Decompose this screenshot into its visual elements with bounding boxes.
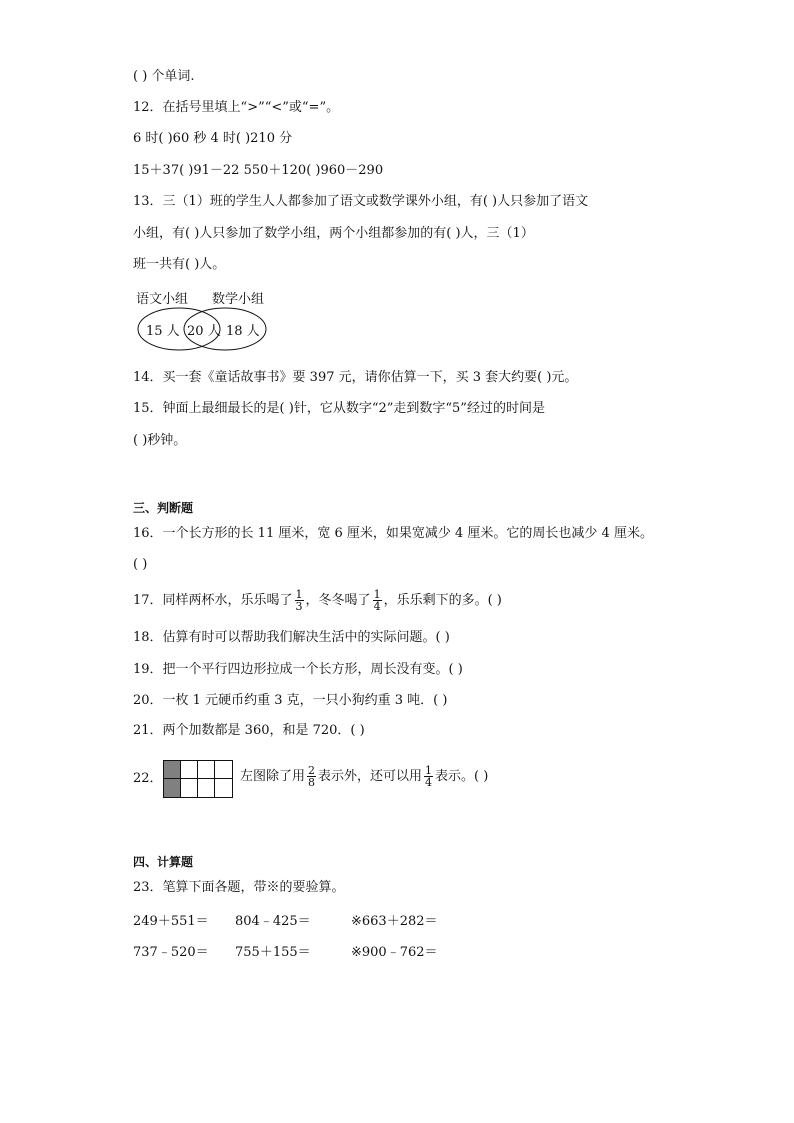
q15-line1: 15．钟面上最细最长的是( )针，它从数字“2”走到数字“5”经过的时间是 <box>133 401 545 416</box>
calc-item: 755＋155＝ <box>235 945 311 960</box>
grid-cell <box>164 761 181 779</box>
venn-left-label: 语文小组 <box>136 292 189 307</box>
q23-title: 23．笔算下面各题，带※的要验算。 <box>133 880 345 895</box>
q17-before: 17．同样两杯水，乐乐喝了 <box>133 593 293 608</box>
q19: 19．把一个平行四边形拉成一个长方形，周长没有变。( ) <box>133 662 463 677</box>
section-3-heading: 三、判断题 <box>133 501 194 515</box>
q23-row1 <box>133 910 533 928</box>
calc-item: 249＋551＝ <box>133 914 209 929</box>
grid-cell <box>164 779 181 797</box>
q22-fraction-1 <box>307 765 316 788</box>
venn-right-only: 18 人 <box>226 324 260 339</box>
q17 <box>133 588 502 614</box>
venn-left-only: 15 人 <box>146 324 180 339</box>
q15-line2: ( )秒钟。 <box>133 433 187 448</box>
venn-both: 20 人 <box>187 324 221 339</box>
q13-line1: 13．三（1）班的学生人人都参加了语文或数学课外小组，有( )人只参加了语文 <box>133 194 589 209</box>
q17-fraction-2-denominator: 4 <box>373 600 381 613</box>
q17-middle: ，冬冬喝了 <box>305 593 371 608</box>
q17-fraction-1 <box>295 589 304 612</box>
grid-cell <box>198 761 215 779</box>
q12-title: 12．在括号里填上“>”“<”或“=”。 <box>133 100 340 115</box>
q22-fraction-1-numerator: 2 <box>308 764 316 777</box>
q12-row1: 6 时( )60 秒 4 时( )210 分 <box>133 131 293 146</box>
q23-row2 <box>133 941 533 959</box>
q22-before: 左图除了用 <box>240 769 306 784</box>
grid-cell <box>215 761 232 779</box>
q17-fraction-1-numerator: 1 <box>295 588 303 601</box>
grid-cell <box>181 761 198 779</box>
grid-cell <box>198 779 215 797</box>
q20: 20．一枚 1 元硬币约重 3 克，一只小狗约重 3 吨．( ) <box>133 693 448 708</box>
q13-line2: 小组，有( )人只参加了数学小组，两个小组都参加的有( )人，三（1） <box>133 226 534 241</box>
calc-item: ※663＋282＝ <box>351 914 438 929</box>
venn-right-label: 数学小组 <box>212 292 265 307</box>
q11-tail: ( ) 个单词. <box>133 69 195 84</box>
q17-fraction-1-denominator: 3 <box>295 600 303 613</box>
q22-fraction-2 <box>424 765 433 788</box>
q22-after: 表示。( ) <box>435 769 489 784</box>
q14: 14．买一套《童话故事书》要 397 元，请你估算一下，买 3 套大约要( )元。 <box>133 370 578 385</box>
q17-fraction-2 <box>373 589 382 612</box>
q22-grid <box>163 760 233 798</box>
q18: 18．估算有时可以帮助我们解决生活中的实际问题。( ) <box>133 630 450 645</box>
q22-fraction-2-denominator: 4 <box>425 776 433 789</box>
grid-cell <box>215 779 232 797</box>
calc-item: 804﹣425＝ <box>235 914 311 929</box>
q12-row2: 15＋37( )91－22 550＋120( )960－290 <box>133 163 384 178</box>
q22-number: 22． <box>133 771 163 786</box>
q13-line3: 班一共有( )人。 <box>133 257 226 272</box>
q22-fraction-2-numerator: 1 <box>425 764 433 777</box>
q21: 21．两个加数都是 360，和是 720．( ) <box>133 723 365 738</box>
q16-line2: ( ) <box>133 557 148 572</box>
q22-fraction-1-denominator: 8 <box>308 776 316 789</box>
q17-after: ，乐乐剩下的多。( ) <box>383 593 502 608</box>
q16-line1: 16．一个长方形的长 11 厘米，宽 6 厘米，如果宽减少 4 厘米。它的周长也减少 4 厘米。 <box>133 526 653 541</box>
calc-item: ※900﹣762＝ <box>351 945 438 960</box>
q22-middle: 表示外，还可以用 <box>318 769 423 784</box>
calc-item: 737﹣520＝ <box>133 945 209 960</box>
section-4-heading: 四、计算题 <box>133 855 194 869</box>
q17-fraction-2-numerator: 1 <box>373 588 381 601</box>
grid-cell <box>181 779 198 797</box>
q22-text <box>240 764 488 790</box>
venn-diagram <box>133 286 283 356</box>
